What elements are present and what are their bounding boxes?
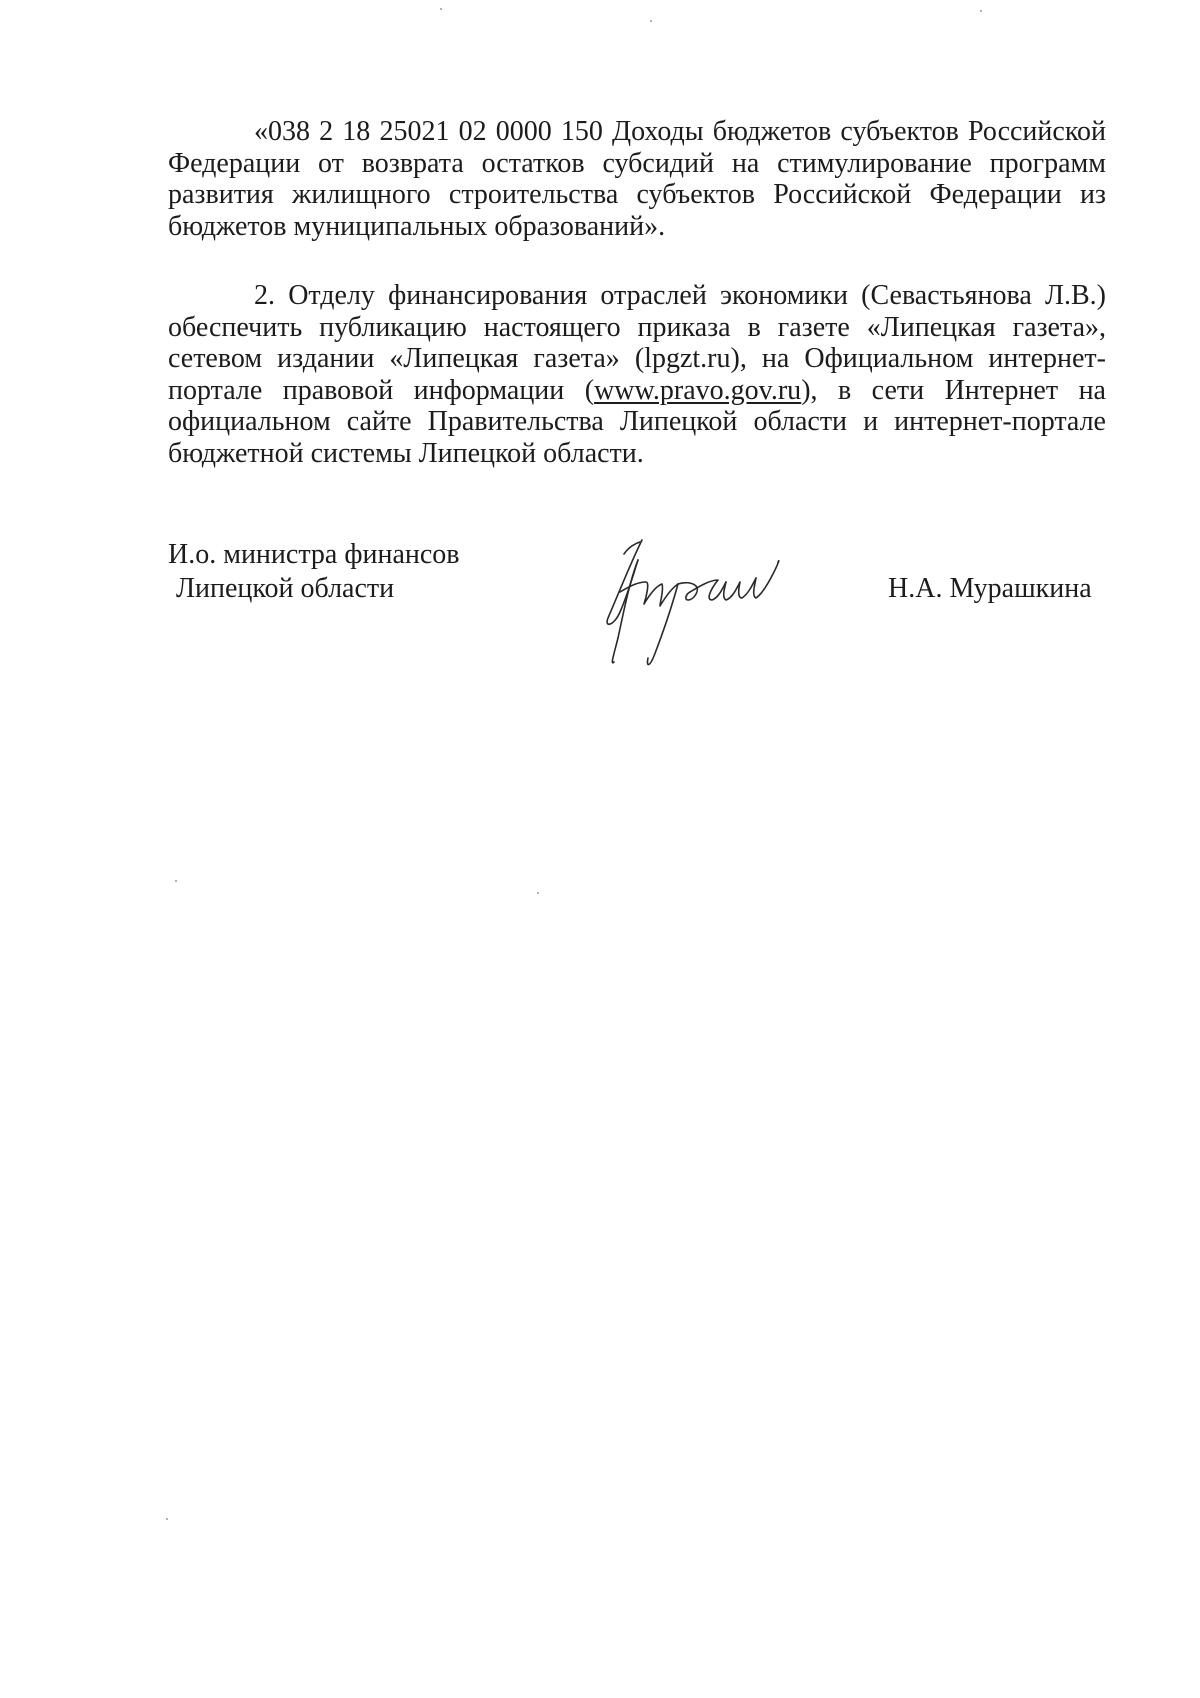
paragraph-budget-code: «038 2 18 25021 02 0000 150 Доходы бюджетов субъектов Российской Федерации от возврата остатков субсидий на стимулирование программ развития жилищного строительства субъектов Российской Федерации из бюджетов муниципальных образований». <box>168 116 1106 242</box>
paragraph-text-end: ), в сети Интернет на официальном сайте Правительства Липецкой области и интернет-портале бюджетной системы Липецкой области. <box>168 374 1106 469</box>
paragraph-publication-order <box>168 280 1106 469</box>
handwritten-signature <box>580 520 800 670</box>
scan-speck <box>166 1518 168 1520</box>
scan-speck <box>440 8 442 10</box>
signatory-title <box>168 538 460 606</box>
signatory-title-line1: И.о. министра финансов <box>168 539 460 570</box>
scan-speck <box>980 10 982 12</box>
pravo-link[interactable]: www.pravo.gov.ru <box>594 374 802 406</box>
signatory-title-line2: Липецкой области <box>176 573 395 604</box>
scan-speck <box>175 880 177 882</box>
signer-name: Н.А. Мурашкина <box>888 573 1092 604</box>
scan-speck <box>537 892 539 894</box>
scan-speck <box>650 20 652 22</box>
paragraph-text-start: 2. Отделу финансирования отраслей экономики (Севастьянова Л.В.) обеспечить публикацию настоящего приказа в газете «Липецкая газета», сетевом издании «Липецкая газета» (lpgzt.ru), на Официальном интернет-портале правовой информации ( <box>168 280 1106 406</box>
